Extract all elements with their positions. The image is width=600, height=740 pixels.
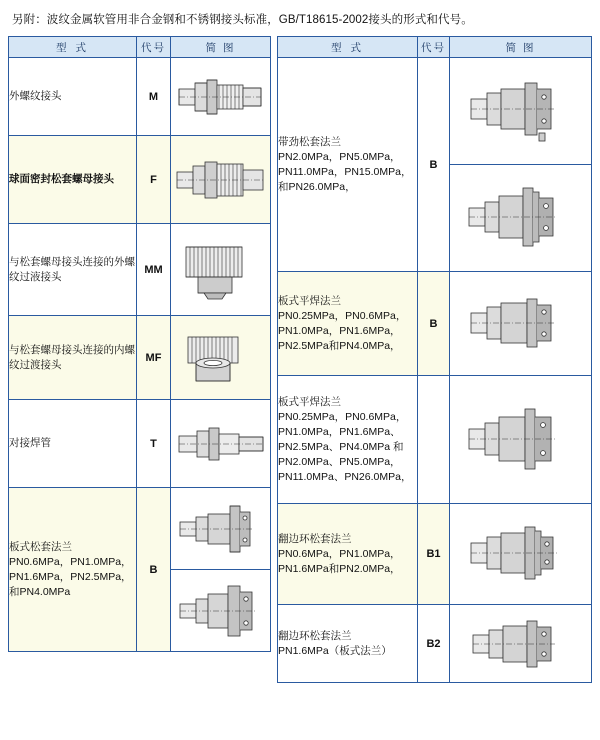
row-figure-b — [171, 488, 271, 652]
stiffened-lap-flange-figure-1 — [450, 73, 591, 149]
row-figure-stiffened-1 — [450, 58, 592, 165]
plate-lap-joint-flange-figure-top — [171, 488, 270, 570]
table-row — [9, 224, 271, 316]
page-title: 另附：波纹金属软管用非合金钢和不锈钢接头标准，GB/T18615-2002接头的形式和代号。 — [12, 14, 473, 26]
row-type-b-line-0: 板式松套法兰 — [9, 540, 72, 553]
row-type-m: 外螺纹接头 — [9, 58, 137, 136]
row-figure-m — [171, 58, 271, 136]
plate-weld-2-line-1: PN0.25MPa，PN0.6MPa， — [278, 410, 407, 423]
row-code-t: T — [137, 400, 171, 488]
row-code-f: F — [137, 136, 171, 224]
stiffened-line-2: PN11.0MPa，PN15.0MPa， — [278, 165, 412, 178]
row-type-t: 对接焊管 — [9, 400, 137, 488]
left-header-code: 代号 — [137, 37, 171, 58]
right-table-header-row — [278, 37, 592, 58]
plate-weld-1-line-0: 板式平焊法兰 — [278, 294, 341, 307]
table-row — [9, 58, 271, 136]
plate-weld-1-line-2: PN1.0MPa，PN1.6MPa， — [278, 324, 401, 337]
table-row — [278, 376, 592, 504]
flared-2-line-1: PN1.6MPa（板式法兰） — [278, 644, 392, 657]
plate-weld-2-line-3: PN2.5MPa、PN4.0MPa 和 — [278, 440, 404, 453]
table-row — [278, 272, 592, 376]
row-type-flared-ring-flange-1 — [278, 504, 418, 605]
right-header-code: 代号 — [418, 37, 450, 58]
table-row — [278, 58, 592, 165]
stiffened-line-3: 和PN26.0MPa， — [278, 180, 356, 193]
row-type-b-line-3: 和PN4.0MPa — [9, 585, 71, 598]
tables-container — [8, 36, 592, 683]
left-header-type: 型 式 — [9, 37, 137, 58]
table-row — [9, 488, 271, 652]
row-figure-mm — [171, 224, 271, 316]
row-type-f-label: 球面密封松套螺母接头 — [9, 173, 114, 185]
row-figure-t — [171, 400, 271, 488]
external-thread-transition-figure — [171, 239, 270, 301]
male-thread-connector-figure — [171, 69, 270, 125]
row-code-flared-ring-flange-2: B2 — [418, 605, 450, 683]
right-spec-table — [277, 36, 592, 683]
spherical-seal-union-nut-figure — [171, 150, 270, 210]
stiffened-line-1: PN2.0MPa，PN5.0MPa， — [278, 150, 401, 163]
flared-ring-lap-flange-plate-figure — [450, 611, 591, 677]
internal-thread-transition-figure — [171, 329, 270, 387]
flared-2-line-0: 翻边环松套法兰 — [278, 629, 352, 642]
table-row — [9, 400, 271, 488]
row-code-plate-weld-flange-2 — [418, 376, 450, 504]
row-figure-plate-weld-1 — [450, 272, 592, 376]
plate-weld-1-line-3: PN2.5MPa和PN4.0MPa， — [278, 339, 401, 352]
row-type-b-line-1: PN0.6MPa，PN1.0MPa， — [9, 555, 132, 568]
row-figure-flared-1 — [450, 504, 592, 605]
right-header-figure: 简 图 — [450, 37, 592, 58]
row-code-mf: MF — [137, 316, 171, 400]
flared-1-line-2: PN1.6MPa和PN2.0MPa， — [278, 562, 401, 575]
row-type-f — [9, 136, 137, 224]
row-type-flared-ring-flange-2 — [278, 605, 418, 683]
row-code-stiffened-lap-flange: B — [418, 58, 450, 272]
row-code-m: M — [137, 58, 171, 136]
plate-weld-2-line-4: PN2.0MPa、PN5.0MPa， — [278, 455, 401, 468]
plate-weld-2-line-0: 板式平焊法兰 — [278, 395, 341, 408]
row-code-plate-weld-flange-1: B — [418, 272, 450, 376]
stiffened-lap-flange-figure-2 — [450, 180, 591, 256]
row-figure-f — [171, 136, 271, 224]
table-row — [278, 504, 592, 605]
left-header-figure: 简 图 — [171, 37, 271, 58]
plate-welding-flange-figure-2 — [450, 397, 591, 483]
left-spec-table — [8, 36, 271, 652]
flared-1-line-1: PN0.6MPa，PN1.0MPa， — [278, 547, 401, 560]
row-code-flared-ring-flange-1: B1 — [418, 504, 450, 605]
row-figure-plate-weld-2 — [450, 376, 592, 504]
row-figure-flared-2 — [450, 605, 592, 683]
plate-lap-joint-flange-figure-bottom — [171, 570, 270, 651]
row-type-b — [9, 488, 137, 652]
row-type-mf: 与松套螺母接头连接的内螺纹过渡接头 — [9, 316, 137, 400]
left-table-header-row — [9, 37, 271, 58]
row-type-mm: 与松套螺母接头连接的外螺纹过液接头 — [9, 224, 137, 316]
plate-weld-2-line-2: PN1.0MPa，PN1.6MPa、 — [278, 425, 401, 438]
table-row — [278, 605, 592, 683]
row-type-b-line-2: PN1.6MPa，PN2.5MPa， — [9, 570, 132, 583]
stiffened-line-0: 带劲松套法兰 — [278, 135, 341, 148]
flared-ring-lap-flange-figure — [450, 517, 591, 591]
row-code-b: B — [137, 488, 171, 652]
row-code-mm: MM — [137, 224, 171, 316]
plate-welding-flange-figure-1 — [450, 287, 591, 361]
plate-lap-joint-flange-figure — [171, 488, 270, 651]
plate-weld-1-line-1: PN0.25MPa，PN0.6MPa， — [278, 309, 407, 322]
row-type-plate-weld-flange-1 — [278, 272, 418, 376]
butt-weld-pipe-figure — [171, 416, 270, 472]
row-type-stiffened-lap-flange — [278, 58, 418, 272]
table-row — [9, 136, 271, 224]
right-header-type: 型 式 — [278, 37, 418, 58]
flared-1-line-0: 翻边环松套法兰 — [278, 532, 352, 545]
row-figure-stiffened-2 — [450, 165, 592, 272]
row-figure-mf — [171, 316, 271, 400]
table-row — [9, 316, 271, 400]
plate-weld-2-line-5: PN11.0MPa、PN26.0MPa， — [278, 470, 412, 483]
row-type-plate-weld-flange-2 — [278, 376, 418, 504]
